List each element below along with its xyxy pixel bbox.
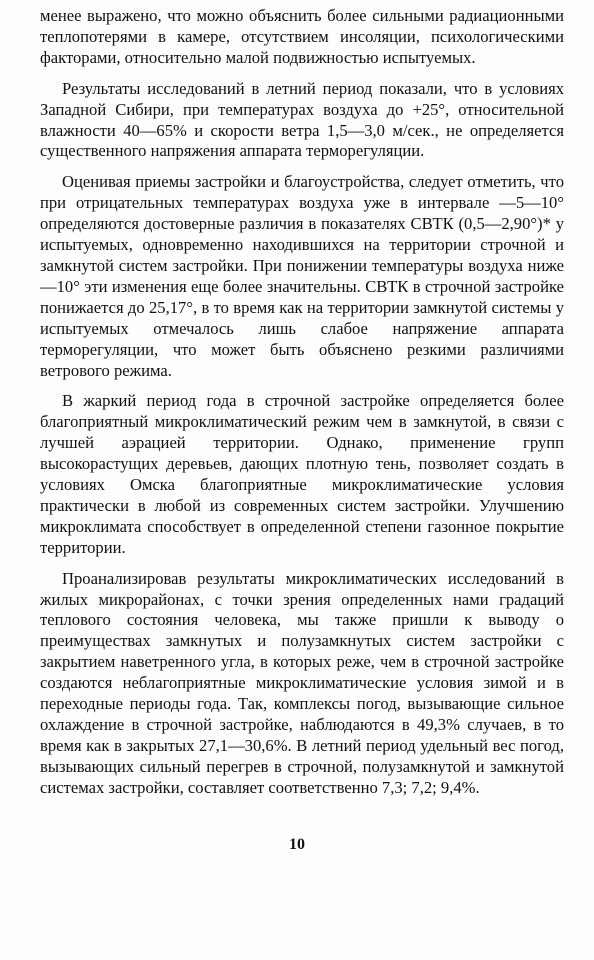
body-text: [40, 6, 564, 799]
paragraph-hot-period: В жаркий период года в строчной застройке определяется более благоприятный микроклиматический режим чем в замкнутой, в связи с лучшей аэрацией территории. Однако, применение групп высокорастущих деревьев, дающих плотную тень, позволяет создать в условиях Омска благоприятные микроклиматические условия практически в любой из современных систем застройки. Улучшению микроклимата способствует в определенной степени газонное покрытие территории.: [40, 391, 564, 557]
paragraph-building-methods: Оценивая приемы застройки и благоустройства, следует отметить, что при отрицательных температурах воздуха уже в интервале —5—10° определяются достоверные различия в показателях СВТК (0,5—2,90°)* у испытуемых, одновременно находившихся на территории строчной и замкнутой систем застройки. При понижении температуры воздуха ниже —10° эти изменения еще более значительны. СВТК в строчной застройке понижается до 25,17°, в то время как на территории замкнутой системы у испытуемых отмечалось лишь слабое напряжение аппарата терморегуляции, что может быть объяснено резкими различиями ветрового режима.: [40, 172, 564, 380]
paragraph-continuation: менее выражено, что можно объяснить более сильными радиационными теплопотерями в камере, отсутствием инсоляции, психологическими факторами, относительно малой подвижностью испытуемых.: [40, 6, 564, 67]
page-number: 10: [289, 836, 305, 853]
paragraph-conclusion: Проанализировав результаты микроклиматических исследований в жилых микрорайонах, с точки зрения определенных нами градаций теплового состояния человека, мы также пришли к выводу о преимуществах замкнутых и полузамкнутых систем застройки с закрытием наветренного угла, в которых реже, чем в строчной застройке создаются неблагоприятные микроклиматические условия зимой и в переходные периоды года. Так, комплексы погод, вызывающие сильное охлаждение в строчной застройке, наблюдаются в 49,3% случаев, в то время как в закрытых 27,1—30,6%. В летний период удельный вес погод, вызывающих сильный перегрев в строчной, полузамкнутой и замкнутой системах застройки, составляет соответственно 7,3; 7,2; 9,4%.: [40, 568, 564, 797]
paragraph-summer-results: Результаты исследований в летний период показали, что в условиях Западной Сибири, при температурах воздуха до +25°, относительной влажности 40—65% и скорости ветра 1,5—3,0 м/сек., не определяется существенного напряжения аппарата терморегуляции.: [40, 78, 564, 161]
